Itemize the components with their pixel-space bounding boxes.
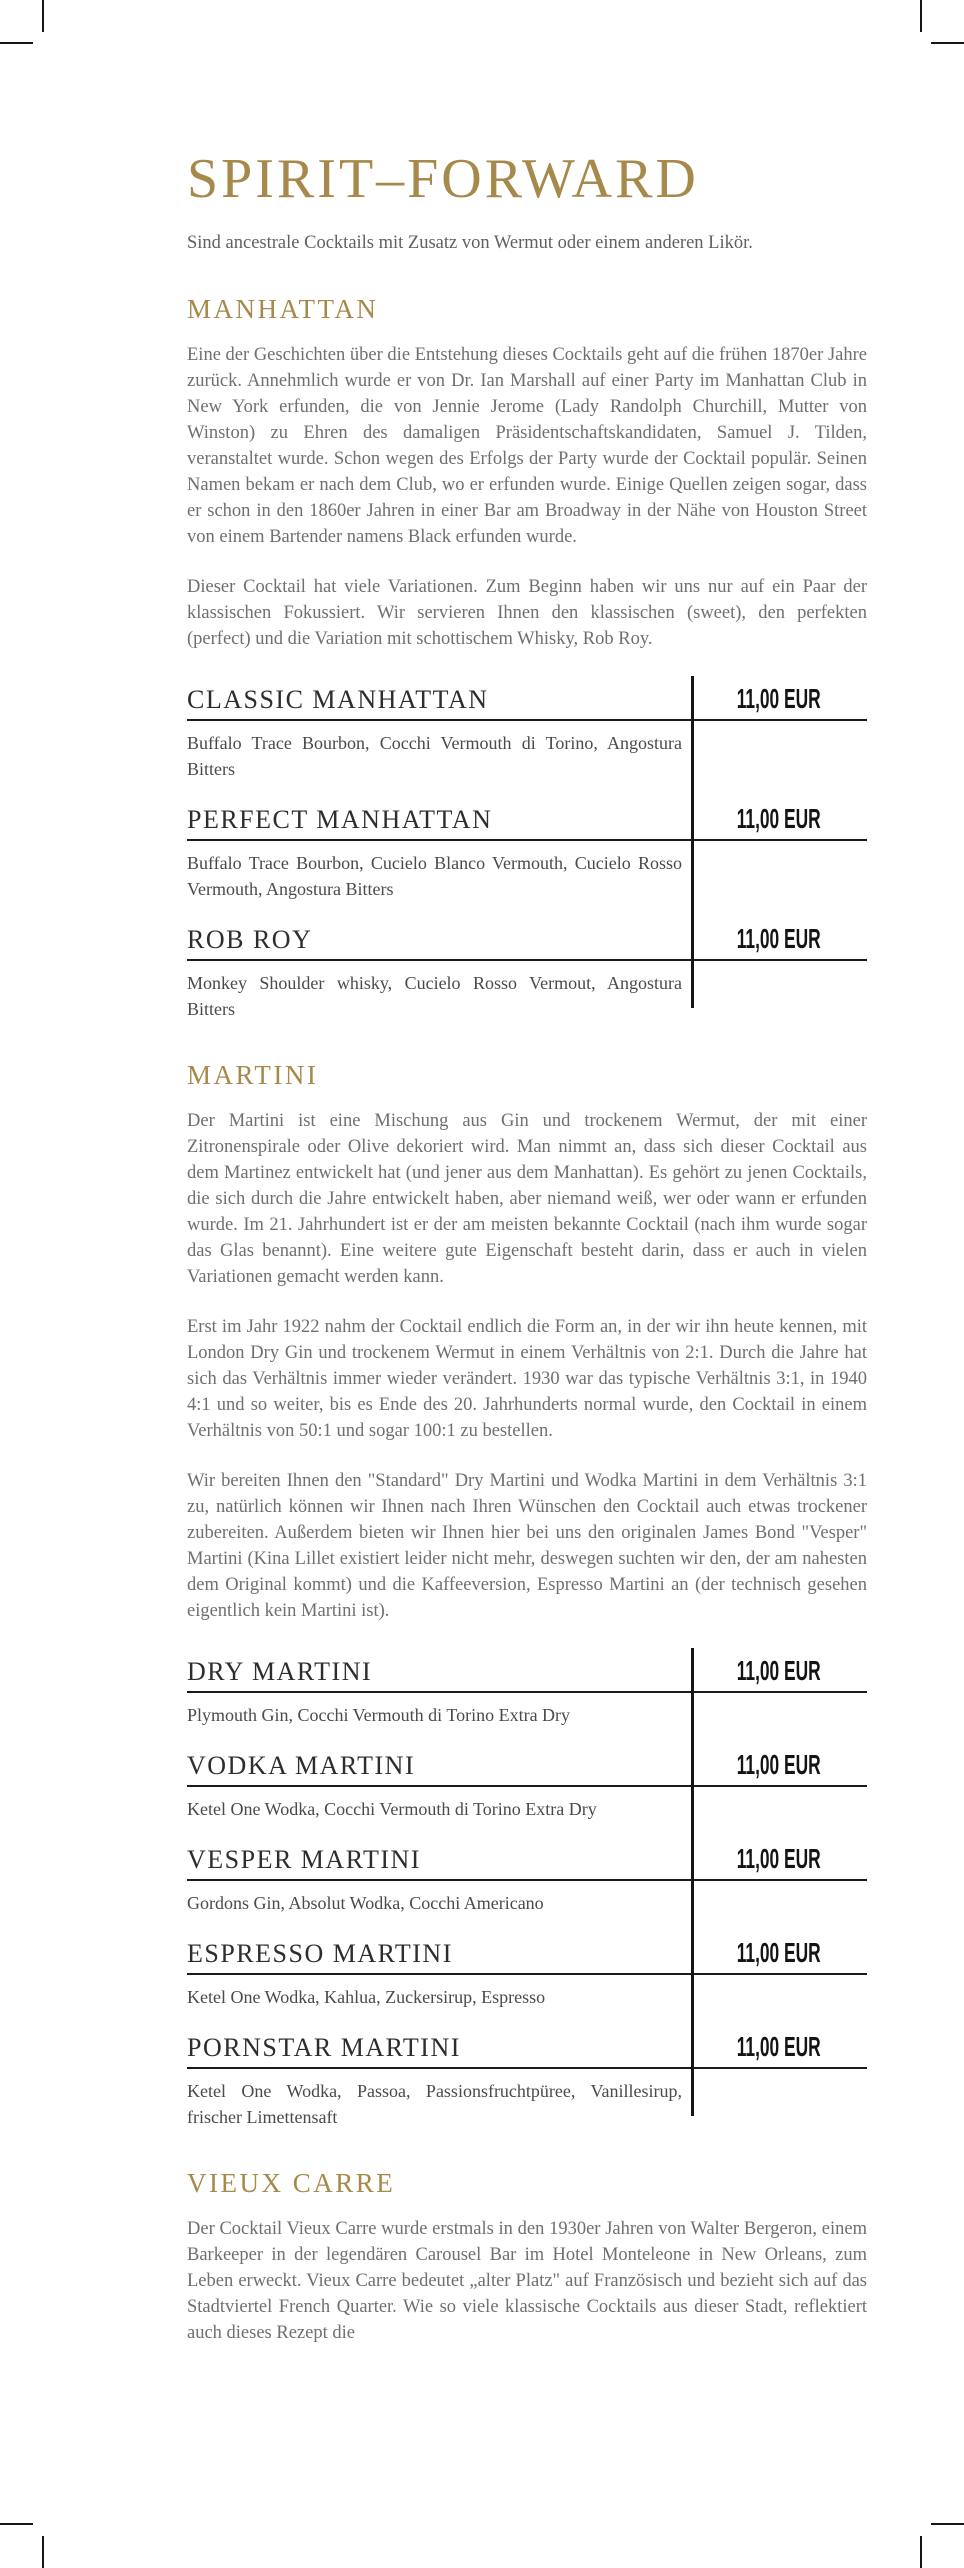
menu-item xyxy=(187,1938,867,2010)
section-paragraph: Der Martini ist eine Mischung aus Gin und trockenem Wermut, der mit einer Zitronenspirale oder Olive dekoriert wird. Man nimmt an, dass sich dieser Cocktail aus dem Martinez entwickelt hat (und jener aus dem Manhattan). Es gehört zu jenen Cocktails, die sich durch die Jahre entwickelt haben, aber niemand weiß, wer oder wann er erfunden wurde. Im 21. Jahrhundert ist er der am meisten bekannte Cocktail (nach ihm wurde sogar das Glas benannt). Eine weitere gute Eigenschaft besteht darin, dass er auch in vielen Variationen gemacht werden kann. xyxy=(187,1111,867,1287)
section-heading: MANHATTAN xyxy=(187,294,379,324)
section-paragraph: Dieser Cocktail hat viele Variationen. Zum Beginn haben wir uns nur auf ein Paar der klassischen Fokussiert. Wir servieren Ihnen den klassischen (sweet), den perfekten (perfect) und die Variation mit schottischem Whisky, Rob Roy. xyxy=(187,577,867,649)
item-ingredients: Plymouth Gin, Cocchi Vermouth di Torino Extra Dry xyxy=(187,1705,571,1725)
menu-item xyxy=(187,1656,867,1728)
menu-item xyxy=(187,684,867,782)
menu-item-head xyxy=(187,1750,867,1787)
item-price: 11,00 EUR xyxy=(737,803,821,834)
menu-item xyxy=(187,1844,867,1916)
menu-item-head xyxy=(187,1938,867,1975)
table-divider-line xyxy=(691,1648,694,2116)
item-price: 11,00 EUR xyxy=(737,923,821,954)
corner-mark xyxy=(42,2536,44,2568)
item-ingredients: Ketel One Wodka, Kahlua, Zuckersirup, Espresso xyxy=(187,1987,546,2007)
item-price: 11,00 EUR xyxy=(737,1937,821,1968)
item-name: PERFECT MANHATTAN xyxy=(187,804,493,834)
table-divider-line xyxy=(691,676,694,1008)
item-ingredients: Ketel One Wodka, Cocchi Vermouth di Torino Extra Dry xyxy=(187,1799,597,1819)
item-name: PORNSTAR MARTINI xyxy=(187,2032,461,2062)
section-martini xyxy=(187,1058,867,2130)
menu-item xyxy=(187,1750,867,1822)
menu-item xyxy=(187,804,867,902)
corner-mark xyxy=(42,0,44,32)
item-price: 11,00 EUR xyxy=(737,1843,821,1874)
item-name: ESPRESSO MARTINI xyxy=(187,1938,453,1968)
section-paragraph: Wir bereiten Ihnen den "Standard" Dry Martini und Wodka Martini in dem Verhältnis 3:1 zu, natürlich können wir Ihnen nach Ihren Wünschen den Cocktail auch etwas trockener zubereiten. Außerdem bieten wir Ihnen hier bei uns den originalen James Bond "Vesper" Martini (Kina Lillet existiert leider nicht mehr, deswegen suchten wir den, der am nahesten dem Original kommt) und die Kaffeeversion, Espresso Martini an (der technisch gesehen eigentlich kein Martini ist). xyxy=(187,1471,867,1621)
menu-item xyxy=(187,2032,867,2130)
item-ingredients: Monkey Shoulder whisky, Cucielo Rosso Vermout, Angostura Bitters xyxy=(187,973,682,1019)
section-vieux-carre xyxy=(187,2166,867,2346)
corner-mark xyxy=(920,0,922,32)
corner-mark xyxy=(931,2523,964,2525)
menu-item-head xyxy=(187,684,867,721)
menu-item-head xyxy=(187,1656,867,1693)
page-title: SPIRIT–FORWARD xyxy=(187,148,699,210)
corner-mark xyxy=(0,2523,33,2525)
item-name: ROB ROY xyxy=(187,924,313,954)
corner-mark xyxy=(920,2536,922,2568)
item-name: VESPER MARTINI xyxy=(187,1844,421,1874)
item-name: VODKA MARTINI xyxy=(187,1750,416,1780)
item-name: CLASSIC MANHATTAN xyxy=(187,684,489,714)
section-paragraph: Der Cocktail Vieux Carre wurde erstmals in den 1930er Jahren von Walter Bergeron, einem Barkeeper in der legendären Carousel Bar im Hotel Monteleone in New Orleans, zum Leben erweckt. Vieux Carre bedeutet „alter Platz" auf Französisch und bezieht sich auf das Stadtviertel French Quarter. Wie so viele klassische Cocktails aus dieser Stadt, reflektiert auch dieses Rezept die xyxy=(187,2219,867,2343)
section-manhattan xyxy=(187,292,867,1022)
item-price: 11,00 EUR xyxy=(737,1655,821,1686)
menu-item-head xyxy=(187,1844,867,1881)
section-paragraph: Eine der Geschichten über die Entstehung dieses Cocktails geht auf die frühen 1870er Jahre zurück. Annehmlich wurde er von Dr. Ian Marshall auf einer Party im Manhattan Club in New York erfunden, die von Jennie Jerome (Lady Randolph Churchill, Mutter von Winston) zu Ehren des damaligen Präsidentschaftskandidaten, Samuel J. Tilden, veranstaltet wurde. Schon wegen des Erfolgs der Party wurde der Cocktail populär. Seinen Namen bekam er nach dem Club, wo er erfunden wurde. Einige Quellen zeigen sogar, dass er schon in den 1860er Jahren in einer Bar am Broadway in der Nähe von Houston Street von einem Bartender namens Black erfunden wurde. xyxy=(187,345,867,547)
item-price: 11,00 EUR xyxy=(737,683,821,714)
item-ingredients: Gordons Gin, Absolut Wodka, Cocchi Americano xyxy=(187,1893,544,1913)
corner-mark xyxy=(0,42,33,44)
item-ingredients: Buffalo Trace Bourbon, Cucielo Blanco Vermouth, Cucielo Rosso Vermouth, Angostura Bitters xyxy=(187,853,682,899)
price-table-manhattan xyxy=(187,684,867,1022)
menu-item xyxy=(187,924,867,1022)
price-table-martini xyxy=(187,1656,867,2130)
item-price: 11,00 EUR xyxy=(737,2031,821,2062)
menu-content xyxy=(187,0,867,2346)
menu-item-head xyxy=(187,924,867,961)
item-price: 11,00 EUR xyxy=(737,1749,821,1780)
item-name: DRY MARTINI xyxy=(187,1656,373,1686)
section-heading: MARTINI xyxy=(187,1060,319,1090)
section-heading: VIEUX CARRE xyxy=(187,2168,396,2198)
menu-item-head xyxy=(187,804,867,841)
corner-mark xyxy=(931,42,964,44)
page-subtitle: Sind ancestrale Cocktails mit Zusatz von Wermut oder einem anderen Likör. xyxy=(187,233,753,253)
item-ingredients: Buffalo Trace Bourbon, Cocchi Vermouth di Torino, Angostura Bitters xyxy=(187,733,682,779)
menu-item-head xyxy=(187,2032,867,2069)
item-ingredients: Ketel One Wodka, Passoa, Passionsfruchtpüree, Vanillesirup, frischer Limettensaft xyxy=(187,2081,682,2127)
section-paragraph: Erst im Jahr 1922 nahm der Cocktail endlich die Form an, in der wir ihn heute kennen, mit London Dry Gin und trockenem Wermut in einem Verhältnis von 2:1. Durch die Jahre hat sich das Verhältnis immer wieder verändert. 1930 war das typische Verhältnis 3:1, in 1940 4:1 und so weiter, bis es Ende des 20. Jahrhunderts normal wurde, den Cocktail in einem Verhältnis von 50:1 und sogar 100:1 zu bestellen. xyxy=(187,1317,867,1441)
